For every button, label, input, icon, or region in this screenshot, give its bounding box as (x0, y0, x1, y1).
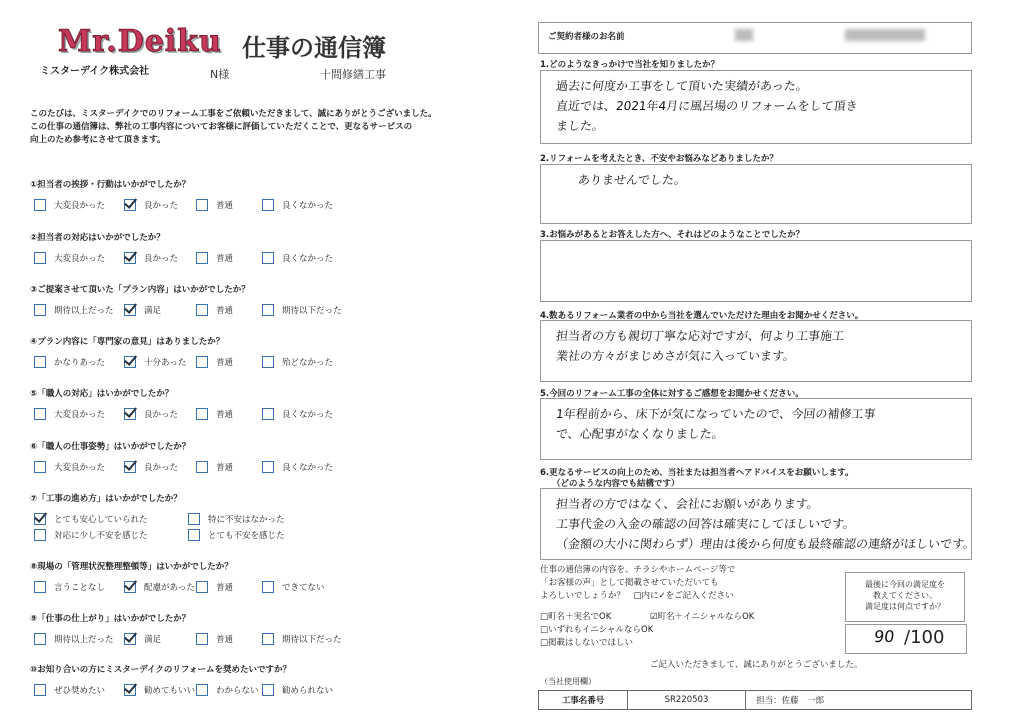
question-label: ⑨「仕事の仕上がり」はいかがでしたか？ (30, 614, 191, 624)
handwritten-answer: ました。 (555, 119, 605, 133)
handwritten-answer: 工事代金の入金の確認の回答は確実にしてほしいです。 (555, 517, 856, 531)
checkbox[interactable] (262, 199, 274, 211)
option-label: 勧めてもいい (144, 686, 196, 696)
option[interactable] (188, 513, 285, 525)
checkbox[interactable] (124, 304, 136, 316)
option[interactable] (196, 581, 233, 593)
checkbox[interactable] (34, 461, 46, 473)
publish-option[interactable]: □町名＋実名でOK (540, 612, 612, 622)
option-label: 良くなかった (282, 463, 334, 473)
option[interactable] (34, 304, 114, 316)
checkbox[interactable] (196, 199, 208, 211)
satisfaction-label: 最後に今回の満足度を (865, 580, 945, 589)
checkbox[interactable] (34, 304, 46, 316)
checkbox[interactable] (262, 461, 274, 473)
option-label: 大変良かった (54, 463, 106, 473)
handwritten-answer: ありませんでした。 (577, 173, 687, 187)
question-label: ⑩お知り合いの方にミスターデイクのリフォームを奨めたいですか？ (30, 665, 292, 675)
option[interactable] (262, 581, 325, 593)
question-label: ⑥「職人の仕事姿勢」はいかがでしたか？ (30, 442, 191, 452)
redacted-name (845, 29, 925, 41)
option-label: 普通 (216, 410, 234, 420)
intro-line: この仕事の通信簿は、弊社の工事内容についてお客様に評価していただくことで、更なるサービスの (30, 122, 413, 132)
option-label: 良かった (144, 410, 179, 420)
checkbox[interactable] (124, 684, 136, 696)
checkbox[interactable] (196, 252, 208, 264)
checkbox[interactable] (124, 199, 136, 211)
option[interactable] (124, 581, 195, 593)
satisfaction-label: 教えてください。 (873, 591, 937, 600)
checkbox[interactable] (196, 581, 208, 593)
internal-use-label: （当社使用欄） (540, 677, 596, 686)
option-label: 普通 (216, 201, 234, 211)
checkbox[interactable] (124, 581, 136, 593)
publish-option[interactable]: □いずれもイニシャルならOK (540, 625, 654, 635)
option-label: 期待以下だった (282, 635, 342, 645)
checkbox[interactable] (124, 408, 136, 420)
checkbox[interactable] (34, 581, 46, 593)
option-label: 普通 (216, 306, 234, 316)
question-label: 4.数あるリフォーム業者の中から当社を選んでいただけた理由をお聞かせください。 (540, 311, 864, 321)
publish-text: 「お客様の声」として掲載させていただいても (540, 578, 719, 588)
checkbox[interactable] (34, 356, 46, 368)
option[interactable] (34, 633, 114, 645)
option-label: 大変良かった (54, 410, 106, 420)
question-label: 1.どのようなきっかけで当社を知りましたか？ (540, 60, 720, 70)
internal-use-row (538, 690, 972, 710)
question-label: 6.更なるサービスの向上のため、当社または担当者へアドバイスをお願いします。 (540, 468, 854, 478)
option-label: 特に不安はなかった (208, 515, 285, 525)
option-label: 満足 (144, 306, 162, 316)
option-label: 良くなかった (282, 410, 334, 420)
option[interactable] (124, 252, 178, 264)
question-label: ⑦「工事の進め方」はいかがでしたか？ (30, 494, 182, 504)
option[interactable] (196, 461, 233, 473)
option-label: 配慮があった (144, 583, 195, 593)
option-label: わからない (216, 686, 259, 696)
answer-box[interactable] (540, 240, 972, 302)
document-title: 仕事の通信簿 (242, 34, 386, 62)
option-label: かなりあった (54, 358, 105, 368)
option[interactable] (262, 252, 333, 264)
checkbox[interactable] (34, 199, 46, 211)
option-label: 満足 (144, 635, 162, 645)
option-label: 言うことなし (54, 583, 106, 593)
option-label: 普通 (216, 463, 234, 473)
option[interactable] (124, 199, 178, 211)
thanks-text: ご記入いただきまして、誠にありがとうございました。 (650, 660, 863, 670)
staff-name: 担当：佐藤 一郎 (756, 696, 825, 706)
handwritten-answer: （金額の大小に関わらず）理由は後から何度も最終確認の連絡がほしいです。 (555, 537, 976, 551)
checkbox[interactable] (262, 356, 274, 368)
option[interactable] (196, 304, 233, 316)
option-label: 期待以上だった (54, 635, 114, 645)
checkbox[interactable] (124, 461, 136, 473)
customer-name-label: ご契約者様のお名前 (548, 32, 625, 42)
checkbox[interactable] (124, 252, 136, 264)
question-label: ⑤「職人の対応」はいかがでしたか？ (30, 389, 174, 399)
option[interactable] (196, 633, 233, 645)
option-label: 普通 (216, 254, 234, 264)
option-label: 良くなかった (282, 201, 334, 211)
option-label: 期待以上だった (54, 306, 114, 316)
intro-line: このたびは、ミスターデイクでのリフォーム工事をご依頼いただきまして、誠にありがとうございました。 (30, 109, 437, 119)
question-label: ③ご提案させて頂いた「プラン内容」はいかがでしたか？ (30, 285, 250, 295)
option-label: とても不安を感じた (208, 531, 285, 541)
option-label: 十分あった (144, 358, 187, 368)
option[interactable] (34, 529, 148, 541)
question-label: 2.リフォームを考えたとき、不安やお悩みなどありましたか？ (540, 154, 778, 164)
option[interactable] (124, 633, 161, 645)
checkbox[interactable] (196, 356, 208, 368)
option-label: 勧められない (282, 686, 334, 696)
publish-text: よろしいでしょうか？ □内に✓をご記入ください (540, 591, 734, 601)
option-label: ぜひ奨めたい (54, 686, 106, 696)
option-label: 対応に少し不安を感じた (54, 531, 148, 541)
handwritten-answer: 1年程前から、床下が気になっていたので、今回の補修工事 (555, 407, 877, 421)
intro-line: 向上のため参考にさせて頂きます。 (30, 135, 166, 145)
option[interactable] (34, 356, 105, 368)
satisfaction-box (845, 572, 965, 622)
option-label: 期待以下だった (282, 306, 342, 316)
option[interactable] (262, 304, 342, 316)
checkbox[interactable] (34, 529, 46, 541)
checkbox[interactable] (196, 461, 208, 473)
question-label: 3.お悩みがあるとお答えした方へ、それはどのようなことでしたか？ (540, 230, 805, 240)
satisfaction-score: 90 (873, 627, 896, 646)
option-label: 良かった (144, 201, 179, 211)
option-label: 普通 (216, 358, 234, 368)
option-label: 普通 (216, 635, 234, 645)
checkbox[interactable] (262, 304, 274, 316)
option[interactable] (196, 684, 259, 696)
checkbox[interactable] (262, 633, 274, 645)
customer-honorific: N様 (210, 68, 230, 81)
option-label: とても安心していられた (54, 515, 148, 525)
option[interactable] (188, 529, 285, 541)
option-label: できてない (282, 583, 325, 593)
handwritten-answer: 担当者の方も親切丁寧な応対ですが、何より工事施工 (555, 329, 845, 343)
option[interactable] (34, 252, 105, 264)
checkbox[interactable] (124, 633, 136, 645)
option[interactable] (196, 199, 233, 211)
option-label: 大変良かった (54, 254, 106, 264)
checkbox[interactable] (196, 684, 208, 696)
option-label: 大変良かった (54, 201, 106, 211)
checkbox[interactable] (188, 529, 200, 541)
question-label: ②担当者の対応はいかがでしたか？ (30, 233, 165, 243)
checkbox[interactable] (196, 633, 208, 645)
satisfaction-score-box[interactable] (845, 624, 967, 654)
option[interactable] (124, 304, 161, 316)
checkbox[interactable] (34, 252, 46, 264)
option[interactable] (124, 461, 178, 473)
checkbox[interactable] (34, 408, 46, 420)
checkbox[interactable] (262, 408, 274, 420)
handwritten-answer: 担当者の方ではなく、会社にお願いがあります。 (555, 497, 820, 511)
checkbox[interactable] (34, 684, 46, 696)
checkbox[interactable] (34, 633, 46, 645)
option[interactable] (34, 461, 105, 473)
handwritten-answer: 直近では、2021年4月に風呂場のリフォームをして頂き (555, 99, 859, 113)
publish-option[interactable]: ☑町名＋イニシャルならOK (650, 612, 755, 622)
option-label: 普通 (216, 583, 234, 593)
handwritten-answer: 過去に何度か工事をして頂いた実績があった。 (555, 79, 809, 93)
question-label: ④プラン内容に「専門家の意見」はありましたか？ (30, 337, 225, 347)
option-label: 良かった (144, 254, 179, 264)
checkbox[interactable] (196, 408, 208, 420)
satisfaction-label: 満足度は何点ですか？ (865, 602, 945, 611)
work-number: SR220503 (628, 691, 746, 709)
project-name: 十間修繕工事 (320, 68, 386, 81)
option-label: 良かった (144, 463, 179, 473)
question-label: 5.今回のリフォーム工事の全体に対するご感想をお聞かせください。 (540, 389, 804, 399)
option[interactable] (34, 513, 148, 525)
option[interactable] (262, 408, 333, 420)
option[interactable] (34, 408, 105, 420)
option[interactable] (262, 684, 333, 696)
question-sub: （どのような内容でも結構です） (552, 479, 680, 489)
brand-logo: Mr.Deiku (58, 24, 222, 59)
satisfaction-max: /100 (904, 627, 945, 648)
option[interactable] (34, 684, 105, 696)
company-name: ミスターデイク株式会社 (40, 66, 150, 77)
option[interactable] (262, 461, 333, 473)
option[interactable] (196, 252, 233, 264)
option-label: 殆どなかった (282, 358, 334, 368)
checkbox[interactable] (124, 356, 136, 368)
checkbox[interactable] (196, 304, 208, 316)
publish-text: 仕事の通信簿の内容を、チラシやホームページ等で (540, 565, 736, 575)
option[interactable] (34, 581, 105, 593)
question-label: ①担当者の挨拶・行動はいかがでしたか？ (30, 180, 191, 190)
publish-option[interactable]: □掲載はしないでほしい (540, 638, 634, 648)
checkbox[interactable] (262, 684, 274, 696)
work-number-label: 工事名番号 (539, 691, 628, 709)
option[interactable] (124, 356, 186, 368)
option-label: 良くなかった (282, 254, 334, 264)
checkbox[interactable] (262, 252, 274, 264)
option[interactable] (124, 684, 195, 696)
checkbox[interactable] (262, 581, 274, 593)
option[interactable] (262, 199, 333, 211)
option[interactable] (124, 408, 178, 420)
option[interactable] (34, 199, 105, 211)
option[interactable] (196, 356, 233, 368)
option[interactable] (262, 356, 333, 368)
question-label: ⑧現場の「管理状況整理整頓等」はいかがでしたか？ (30, 562, 233, 572)
option[interactable] (262, 633, 342, 645)
handwritten-answer: 業社の方々がまじめさが気に入っています。 (555, 349, 796, 363)
intro-text (30, 108, 460, 147)
checkbox[interactable] (188, 513, 200, 525)
redacted-name (735, 29, 753, 41)
checkbox[interactable] (34, 513, 46, 525)
option[interactable] (196, 408, 233, 420)
handwritten-answer: で、心配事がなくなりました。 (555, 427, 725, 441)
